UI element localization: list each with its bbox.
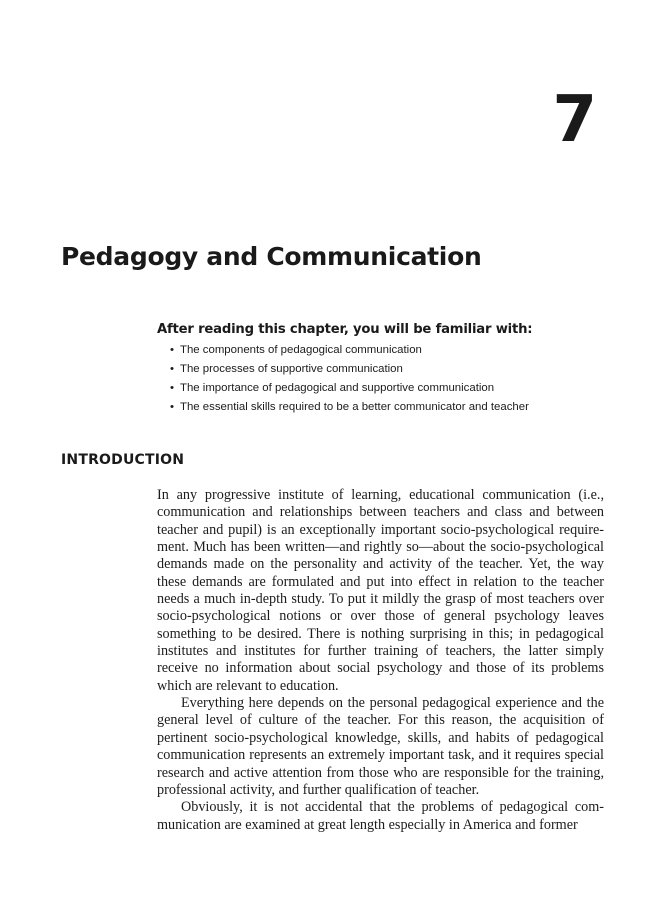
objectives-heading: After reading this chapter, you will be familiar with:	[157, 322, 533, 337]
objective-text: The processes of supportive communication	[180, 363, 403, 375]
objective-text: The importance of pedagogical and supportive communication	[180, 382, 495, 394]
bullet-icon: •	[170, 382, 174, 394]
bullet-icon: •	[170, 344, 174, 356]
objective-item	[170, 379, 617, 398]
chapter-number: 7	[552, 83, 597, 157]
bullet-icon: •	[170, 363, 174, 375]
objective-item	[170, 398, 617, 417]
body-text	[157, 487, 604, 834]
section-heading: INTRODUCTION	[61, 452, 185, 468]
paragraph: Obviously, it is not accidental that the problems of pedagogical communication are examined at great length especially in America and former	[157, 799, 604, 833]
objectives-list	[157, 341, 617, 417]
objective-item	[170, 341, 617, 360]
learning-objectives	[157, 322, 617, 417]
bullet-icon: •	[170, 401, 174, 413]
paragraph: In any progressive institute of learning, educational communication (i.e., communication and relationships between teachers and class and between teacher and pupil) is an exceptionally important socio-psychological requirement. Much has been written—and rightly so—about the socio-psychological demands made on the personality and activity of the teacher. Yet, the way these demands are formulated and put into effect in relation to the teacher needs a much in-depth study. To put it mildly the grasp of most teachers over socio-psychological notions or over those of general psychology leaves something to be desired. There is nothing surprising in this; in pedagogical institutes and institutes for further training of teachers, the latter simply receive no information about social psychology and those of its problems which are relevant to education.	[157, 487, 604, 694]
chapter-title: Pedagogy and Communication	[61, 242, 482, 271]
paragraph: Everything here depends on the personal pedagogical experience and the general level of culture of the teacher. For this reason, the acquisition of pertinent socio-psychological knowledge, skills, and habits of pedagogical communication represents an extremely important task, and it requires special research and active attention from those who are responsible for the training, professional activity, and further qualification of teacher.	[157, 695, 604, 798]
objective-text: The components of pedagogical communication	[180, 344, 422, 356]
objective-item	[170, 360, 617, 379]
objective-text: The essential skills required to be a better communicator and teacher	[180, 401, 529, 413]
